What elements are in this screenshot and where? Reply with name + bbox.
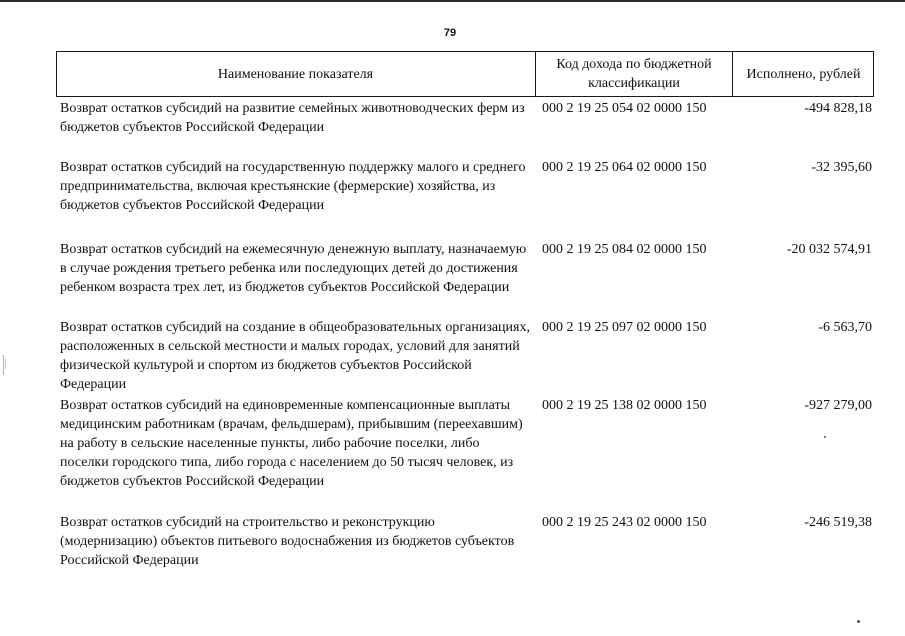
row-name: Возврат остатков субсидий на единовременные компенсационные выплаты медицинским работникам (врачам, фельдшерам), прибывшим (переехавшим) на работу в сельские населенные пункты, либо рабочие поселки, либо поселки городского типа, либо города с населением до 50 тысяч человек, из бюджетов субъектов Российской Федерации — [60, 398, 523, 489]
row-code: 000 2 19 25 097 02 0000 150 — [542, 320, 707, 335]
scan-speck — [824, 436, 826, 438]
row-code: 000 2 19 25 084 02 0000 150 — [542, 242, 707, 257]
column-header-code: Код дохода по бюджетной классификации — [535, 52, 732, 96]
row-executed: -6 563,70 — [818, 320, 872, 335]
row-name: Возврат остатков субсидий на создание в общеобразовательных организациях, расположенных в сельской местности и малых городах, условий для занятий физической культурой и спортом из бюджетов субъектов Российской Федерации — [60, 320, 530, 392]
scan-speck — [857, 620, 860, 623]
row-code: 000 2 19 25 243 02 0000 150 — [542, 515, 707, 530]
table-header — [56, 51, 874, 97]
row-code: 000 2 19 25 054 02 0000 150 — [542, 101, 707, 116]
row-name: Возврат остатков субсидий на государственную поддержку малого и среднего предпринимательства, включая крестьянские (фермерские) хозяйства, из бюджетов субъектов Российской Федерации — [60, 160, 526, 213]
table-row — [56, 240, 874, 318]
table-row — [56, 513, 874, 571]
row-name: Возврат остатков субсидий на развитие семейных животноводческих ферм из бюджетов субъектов Российской Федерации — [60, 101, 525, 135]
row-executed: -246 519,38 — [804, 515, 872, 530]
row-executed: -20 032 574,91 — [786, 242, 872, 257]
table-row — [56, 318, 874, 396]
table-row — [56, 396, 874, 492]
row-name: Возврат остатков субсидий на ежемесячную денежную выплату, назначаемую в случае рождения третьего ребенка или последующих детей до достижения ребенком возраста трех лет, из бюджетов субъектов Российской Федерации — [60, 242, 527, 295]
row-code: 000 2 19 25 064 02 0000 150 — [542, 160, 707, 175]
row-code: 000 2 19 25 138 02 0000 150 — [542, 398, 707, 413]
scan-artifact — [3, 355, 6, 375]
row-executed: -494 828,18 — [804, 101, 872, 116]
row-executed: -32 395,60 — [811, 160, 872, 175]
page-number: 79 — [443, 27, 457, 39]
column-header-name: Наименование показателя — [217, 66, 374, 82]
table-row — [56, 99, 874, 139]
row-executed: -927 279,00 — [804, 398, 872, 413]
column-header-executed: Исполнено, рублей — [732, 52, 874, 96]
table-row — [56, 158, 874, 216]
top-border-line — [0, 0, 905, 2]
row-name: Возврат остатков субсидий на строительство и реконструкцию (модернизацию) объектов питьевого водоснабжения из бюджетов субъектов Российской Федерации — [60, 515, 515, 568]
